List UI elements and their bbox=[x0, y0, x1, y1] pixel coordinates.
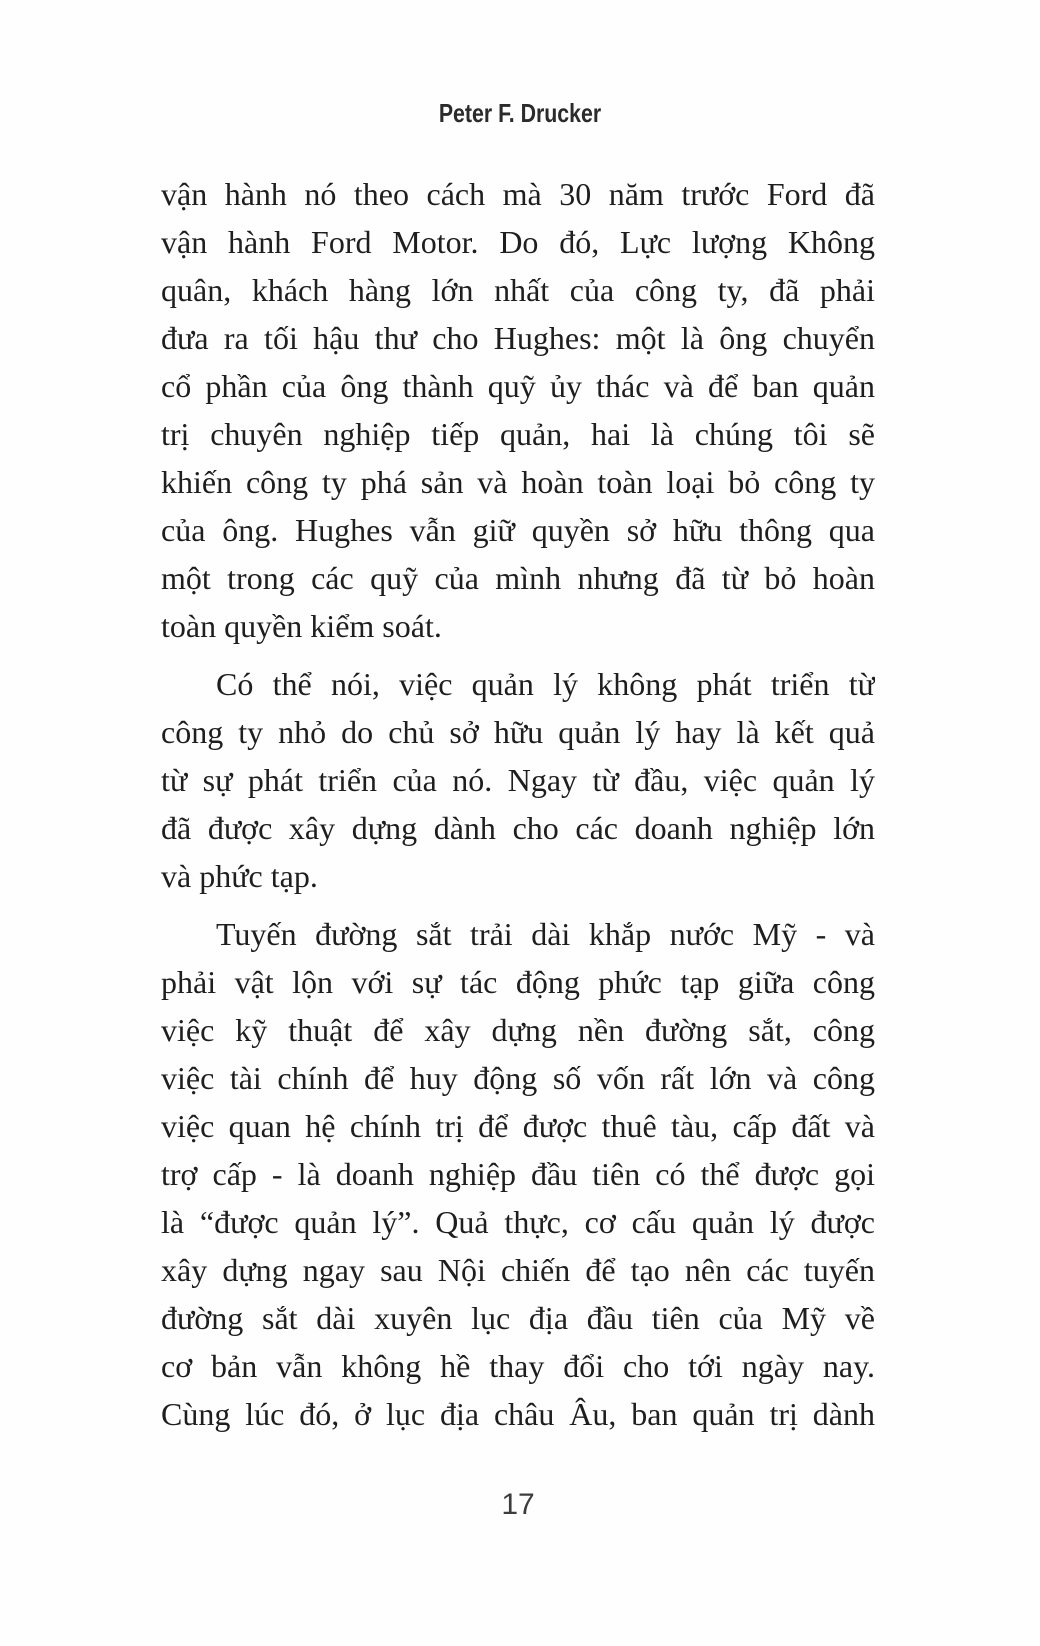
text-line: đường sắt dài xuyên lục địa đầu tiên của Mỹ về bbox=[161, 1300, 875, 1336]
page-body bbox=[161, 170, 875, 1448]
page-number: 17 bbox=[501, 1488, 535, 1521]
text-line: việc tài chính để huy động số vốn rất lớn và công bbox=[161, 1060, 875, 1096]
text-line: trị chuyên nghiệp tiếp quản, hai là chúng tôi sẽ bbox=[161, 416, 875, 452]
text-line: là “được quản lý”. Quả thực, cơ cấu quản lý được bbox=[161, 1204, 875, 1240]
text-line: toàn quyền kiểm soát. bbox=[161, 608, 442, 644]
paragraph bbox=[161, 170, 875, 650]
text-line: việc quan hệ chính trị để được thuê tàu, cấp đất và bbox=[161, 1108, 875, 1144]
text-line: quân, khách hàng lớn nhất của công ty, đã phải bbox=[161, 272, 875, 308]
text-line: Cùng lúc đó, ở lục địa châu Âu, ban quản trị dành bbox=[161, 1396, 875, 1432]
text-line: việc kỹ thuật để xây dựng nền đường sắt, công bbox=[161, 1012, 875, 1048]
text-line: Có thể nói, việc quản lý không phát triển từ bbox=[216, 666, 875, 702]
paragraph bbox=[161, 660, 875, 900]
paragraph bbox=[161, 910, 875, 1438]
text-line: cổ phần của ông thành quỹ ủy thác và để ban quản bbox=[161, 368, 875, 404]
text-line: khiến công ty phá sản và hoàn toàn loại bỏ công ty bbox=[161, 464, 875, 500]
text-line: Tuyến đường sắt trải dài khắp nước Mỹ - và bbox=[216, 916, 875, 952]
text-line: một trong các quỹ của mình nhưng đã từ bỏ hoàn bbox=[161, 560, 875, 596]
text-line: từ sự phát triển của nó. Ngay từ đầu, việc quản lý bbox=[161, 762, 875, 798]
running-header: Peter F. Drucker bbox=[438, 98, 602, 128]
text-line: đưa ra tối hậu thư cho Hughes: một là ông chuyển bbox=[161, 320, 875, 356]
text-line: đã được xây dựng dành cho các doanh nghiệp lớn bbox=[161, 810, 875, 846]
text-line: và phức tạp. bbox=[161, 858, 318, 894]
text-line: vận hành Ford Motor. Do đó, Lực lượng Không bbox=[161, 224, 875, 260]
text-line: trợ cấp - là doanh nghiệp đầu tiên có thể được gọi bbox=[161, 1156, 875, 1192]
text-line: của ông. Hughes vẫn giữ quyền sở hữu thông qua bbox=[161, 512, 875, 548]
text-line: phải vật lộn với sự tác động phức tạp giữa công bbox=[161, 964, 875, 1000]
text-line: công ty nhỏ do chủ sở hữu quản lý hay là kết quả bbox=[161, 714, 875, 750]
text-line: cơ bản vẫn không hề thay đổi cho tới ngày nay. bbox=[161, 1348, 875, 1384]
text-line: vận hành nó theo cách mà 30 năm trước Ford đã bbox=[161, 176, 875, 212]
text-line: xây dựng ngay sau Nội chiến để tạo nên các tuyến bbox=[161, 1252, 875, 1288]
